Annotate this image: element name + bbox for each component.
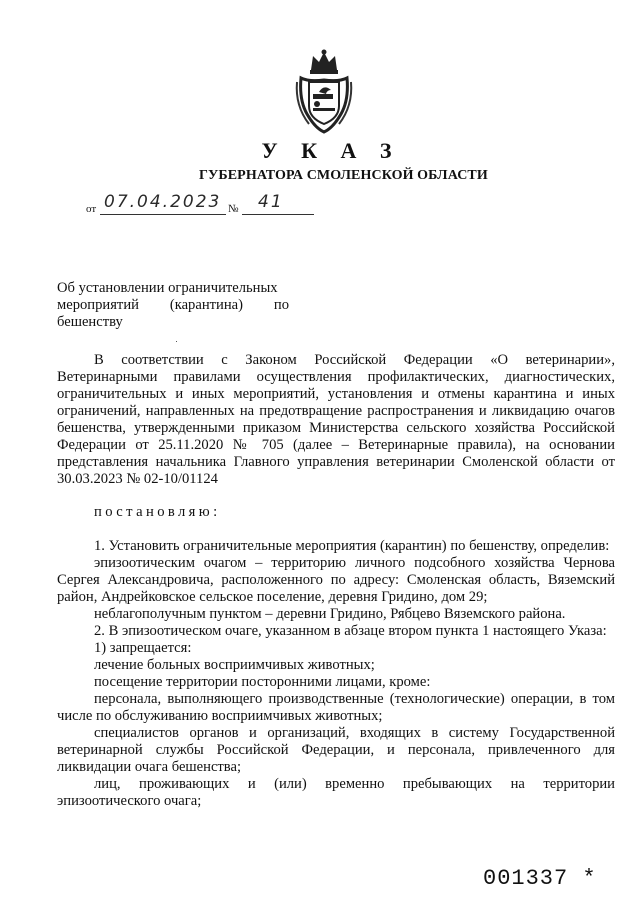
paragraph: специалистов органов и организаций, входящих в систему Государственной ветеринарной службы Российской Федерации, и персонала, привлеченного для ликвидации очага бешенства;: [57, 725, 615, 775]
date-underline: [100, 214, 226, 215]
number-label: №: [228, 203, 239, 215]
handwritten-date: 07.04.2023: [104, 192, 222, 212]
paragraph: посещение территории посторонними лицами, кроме:: [94, 674, 431, 690]
paragraph: лечение больных восприимчивых животных;: [94, 657, 375, 673]
paragraph: персонала, выполняющего производственные (технологические) операции, в том числе по обслуживанию восприимчивых животных;: [57, 691, 615, 724]
decree-word: постановляю:: [94, 504, 221, 520]
paragraph: 1. Установить ограничительные мероприятия (карантин) по бешенству, определив:: [94, 538, 610, 554]
date-label: от: [86, 203, 97, 215]
preamble-paragraph: В соответствии с Законом Российской Федерации «О ветеринарии», Ветеринарными правилами осуществления профилактических, диагностических, ограничительных и иных мероприятий, установления и отмены карантина и иных ограничений, направленных на предотвращение распространения и ликвидацию очагов бешенства, утвержденными приказом Министерства сельского хозяйства Российской Федерации от 25.11.2020 № 705 (далее – Ветеринарные правила), на основании представления начальника Главного управления ветеринарии Смоленской области от 30.03.2023 № 02-10/01124: [57, 352, 615, 487]
paragraph: лиц, проживающих и (или) временно пребывающих на территории эпизоотического очага;: [57, 776, 615, 809]
subject-line: Об установлении ограничительных: [57, 280, 278, 296]
document-title: У К А З: [261, 138, 401, 163]
paragraph: эпизоотическим очагом – территорию личного подсобного хозяйства Чернова Сергея Александровича, расположенного по адресу: Смоленская область, Вяземский район, Андрейковское сельское поселение, деревня Гридино, дом 29;: [57, 555, 615, 605]
stray-mark: [176, 341, 177, 342]
handwritten-number: 41: [258, 192, 284, 212]
paragraph: 2. В эпизоотическом очаге, указанном в абзаце втором пункта 1 настоящего Указа:: [94, 623, 607, 639]
smolensk-coat-of-arms-icon: [293, 48, 355, 134]
paragraph: 1) запрещается:: [94, 640, 192, 656]
document-serial-number: 001337 *: [483, 866, 597, 891]
paragraph: неблагополучным пунктом – деревни Гридино, Рябцево Вяземского района.: [94, 606, 566, 622]
document-body: [57, 352, 615, 810]
subject-line: бешенству: [57, 314, 123, 330]
document-subject: [57, 280, 289, 331]
date-number-line: [86, 192, 326, 218]
number-underline: [242, 214, 314, 215]
subject-line: мероприятий (карантина) по: [57, 297, 289, 313]
document-issuer: ГУБЕРНАТОРА СМОЛЕНСКОЙ ОБЛАСТИ: [199, 168, 488, 183]
